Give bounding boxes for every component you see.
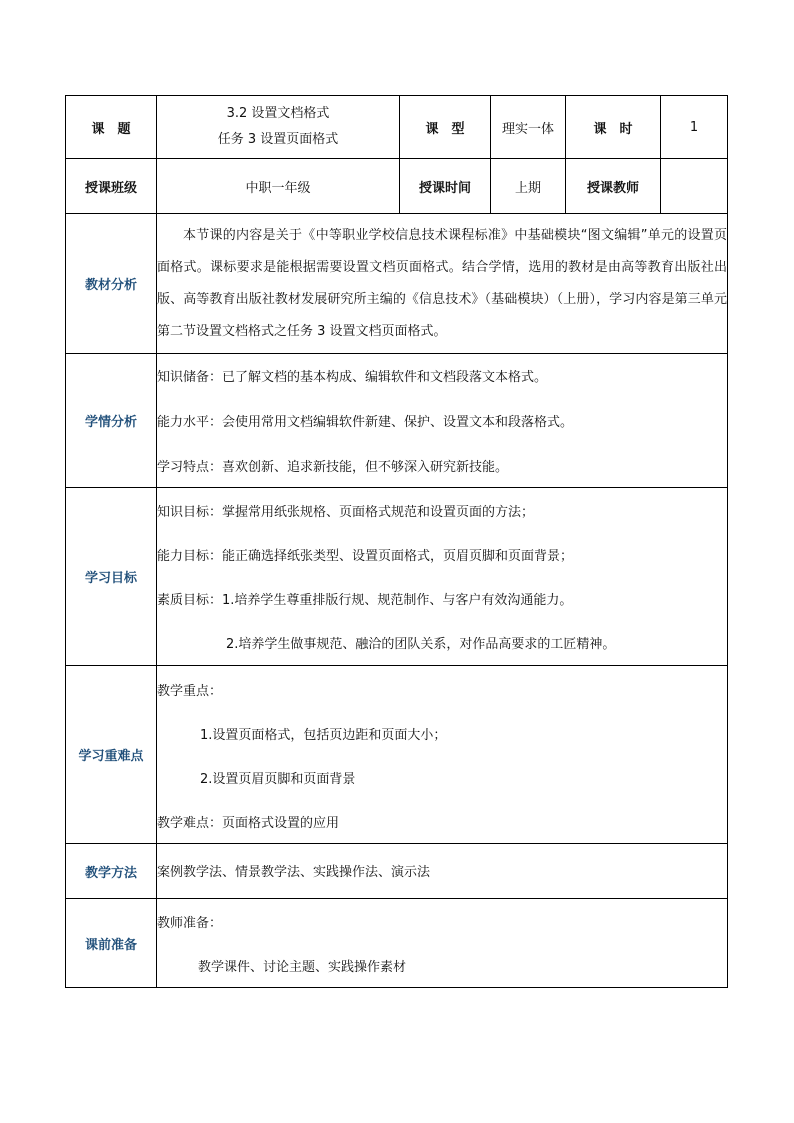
material-row: [66, 214, 728, 354]
goal-knowledge: 知识目标：掌握常用纸张规格、页面格式规范和设置页面的方法；: [157, 504, 535, 520]
preparation-title: 教师准备：: [157, 916, 223, 931]
lesson-title-line2: 任务 3 设置页面格式: [217, 132, 339, 147]
students-label: 学情分析: [66, 354, 157, 488]
students-traits: 学习特点：喜欢创新、追求新技能，但不够深入研究新技能。: [157, 459, 509, 475]
goals-content: [157, 488, 728, 666]
key-title: 教学重点：: [157, 683, 223, 699]
lesson-title-cell: [157, 96, 400, 159]
lesson-plan-table: [65, 95, 728, 988]
keypoints-content: [157, 666, 728, 844]
preparation-row: [66, 899, 728, 988]
header-row: [66, 96, 728, 159]
material-content: [157, 214, 728, 354]
material-label: 教材分析: [66, 214, 157, 354]
students-knowledge: 知识储备：已了解文档的基本构成、编辑软件和文档段落文本格式。: [157, 369, 548, 385]
students-content: [157, 354, 728, 488]
hours-value: 1: [661, 96, 728, 159]
lesson-title-line1: 3.2 设置文档格式: [226, 106, 330, 121]
students-ability: 能力水平：会使用常用文档编辑软件新建、保护、设置文本和段落格式。: [157, 414, 574, 430]
goal-ability: 能力目标：能正确选择纸张类型、设置页面格式，页眉页脚和页面背景；: [157, 548, 574, 564]
methods-row: [66, 844, 728, 899]
preparation-content: [157, 899, 728, 988]
hours-label: 课 时: [566, 96, 661, 159]
keypoints-label: 学习重难点: [66, 666, 157, 844]
class-label: 授课班级: [66, 159, 157, 214]
class-value: 中职一年级: [157, 159, 400, 214]
goal-quality-1: 素质目标：1.培养学生尊重排版行规、规范制作、与客户有效沟通能力。: [157, 592, 573, 608]
methods-content: [157, 844, 728, 899]
keypoints-row: [66, 666, 728, 844]
key-point-2: 2.设置页眉页脚和页面背景: [200, 771, 356, 787]
goals-label: 学习目标: [66, 488, 157, 666]
class-row: [66, 159, 728, 214]
goal-quality-2: 2.培养学生做事规范、融洽的团队关系，对作品高要求的工匠精神。: [226, 636, 616, 652]
preparation-label: 课前准备: [66, 899, 157, 988]
time-value: 上期: [491, 159, 566, 214]
lesson-label: 课 题: [66, 96, 157, 159]
methods-text: 案例教学法、情景教学法、实践操作法、演示法: [157, 865, 431, 880]
time-label: 授课时间: [400, 159, 491, 214]
teacher-value: [661, 159, 728, 214]
material-text: 本节课的内容是关于《中等职业学校信息技术课程标准》中基础模块“图文编辑”单元的设置页面格式。课标要求是能根据需要设置文档页面格式。结合学情，选用的教材是由高等教育出版社出版、高等教育出版社教材发展研究所主编的《信息技术》（基础模块）（上册），学习内容是第三单元第二节设置文档格式之任务 3 设置文档页面格式。: [157, 227, 727, 339]
methods-label: 教学方法: [66, 844, 157, 899]
type-label: 课 型: [400, 96, 491, 159]
key-difficulty: 教学难点：页面格式设置的应用: [157, 815, 340, 831]
goals-row: [66, 488, 728, 666]
type-value: 理实一体: [491, 96, 566, 159]
teacher-label: 授课教师: [566, 159, 661, 214]
key-point-1: 1.设置页面格式，包括页边距和页面大小；: [200, 727, 447, 743]
preparation-text: 教学课件、讨论主题、实践操作素材: [198, 960, 407, 975]
students-row: [66, 354, 728, 488]
